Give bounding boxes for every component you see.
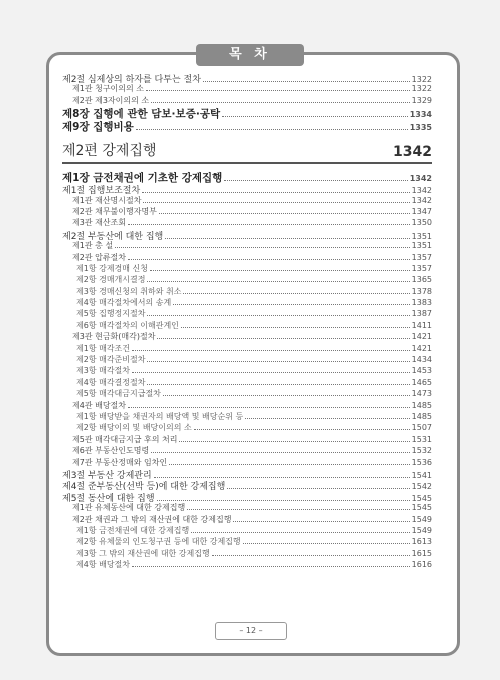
toc-entry-page: 1322 bbox=[411, 84, 432, 94]
dot-leader bbox=[157, 338, 409, 339]
toc-entry-page: 1485 bbox=[411, 411, 432, 421]
dot-leader bbox=[128, 224, 410, 225]
toc-entry-title: 제5항 집행정지절차 bbox=[76, 309, 146, 319]
toc-entry-page: 1507 bbox=[411, 423, 432, 433]
toc-entry bbox=[62, 320, 432, 331]
dot-leader bbox=[150, 270, 410, 271]
toc-entry-title: 제5절 동산에 대한 집행 bbox=[62, 493, 155, 503]
toc-entry-title: 제8장 집행에 관한 담보·보증·공탁 bbox=[62, 108, 221, 120]
toc-entry-page: 1347 bbox=[411, 206, 432, 216]
dot-leader bbox=[151, 102, 410, 103]
dot-leader bbox=[143, 202, 409, 203]
dot-leader bbox=[147, 361, 409, 362]
toc-entry-title: 제3항 매각절차 bbox=[76, 366, 131, 376]
toc-entry bbox=[62, 514, 432, 525]
dot-leader bbox=[212, 555, 410, 556]
toc-entry-page: 1411 bbox=[411, 320, 432, 330]
toc-entry bbox=[62, 354, 432, 365]
toc-entry-page: 1549 bbox=[411, 514, 432, 524]
toc-entry bbox=[62, 377, 432, 388]
toc-entry-page: 1365 bbox=[411, 275, 432, 285]
dot-leader bbox=[224, 180, 407, 181]
toc-entry-page: 1545 bbox=[411, 503, 432, 513]
dot-leader bbox=[245, 418, 409, 419]
toc-content bbox=[62, 72, 432, 570]
toc-entry bbox=[62, 119, 432, 132]
toc-main-list bbox=[62, 170, 432, 570]
toc-entry-title: 제6관 부동산인도명령 bbox=[72, 446, 150, 456]
toc-entry-title: 제2항 배당이의 및 배당이의의 소 bbox=[76, 423, 192, 433]
toc-entry-page: 1545 bbox=[411, 493, 432, 503]
dot-leader bbox=[147, 384, 409, 385]
toc-entry-title: 제2관 채무불이행자명부 bbox=[72, 206, 157, 216]
toc-entry-title: 제9장 집행비용 bbox=[62, 121, 134, 133]
toc-entry bbox=[62, 468, 432, 479]
toc-entry bbox=[62, 72, 432, 83]
part-page: 1342 bbox=[393, 144, 432, 161]
dot-leader bbox=[169, 464, 409, 465]
toc-entry-title: 제1항 금전채권에 대한 강제집행 bbox=[76, 525, 190, 535]
dot-leader bbox=[147, 315, 409, 316]
dot-leader bbox=[157, 500, 410, 501]
toc-entry bbox=[62, 106, 432, 119]
toc-entry bbox=[62, 343, 432, 354]
dot-leader bbox=[203, 81, 410, 82]
dot-leader bbox=[165, 238, 409, 239]
toc-entry-page: 1541 bbox=[411, 470, 432, 480]
toc-entry-title: 제2항 매각준비절차 bbox=[76, 355, 146, 365]
toc-entry bbox=[62, 308, 432, 319]
toc-entry bbox=[62, 297, 432, 308]
dot-leader bbox=[151, 452, 409, 453]
toc-header-tab: 목 차 bbox=[196, 44, 304, 66]
toc-entry-page: 1350 bbox=[411, 218, 432, 228]
toc-entry-title: 제1관 총 설 bbox=[72, 241, 114, 251]
toc-entry bbox=[62, 83, 432, 94]
toc-entry-page: 1342 bbox=[411, 186, 432, 195]
dot-leader bbox=[132, 566, 410, 567]
toc-entry-page: 1485 bbox=[411, 400, 432, 410]
dot-leader bbox=[128, 407, 410, 408]
toc-entry-page: 1473 bbox=[411, 389, 432, 399]
dot-leader bbox=[132, 372, 410, 373]
toc-entry-page: 1536 bbox=[411, 457, 432, 467]
toc-entry-title: 제2관 제3자이의의 소 bbox=[72, 95, 150, 105]
dot-leader bbox=[142, 192, 410, 193]
dot-leader bbox=[128, 259, 410, 260]
toc-entry-page: 1334 bbox=[409, 110, 432, 120]
toc-entry-page: 1357 bbox=[411, 252, 432, 262]
toc-entry-page: 1615 bbox=[411, 548, 432, 558]
toc-entry-title: 제2절 심제상의 하자를 다투는 절차 bbox=[62, 75, 201, 84]
toc-entry bbox=[62, 331, 432, 342]
toc-entry-title: 제3관 재산조회 bbox=[72, 218, 127, 228]
toc-entry bbox=[62, 240, 432, 251]
dot-leader bbox=[132, 350, 410, 351]
toc-entry-title: 제3항 경매신청의 취하와 취소 bbox=[76, 286, 182, 296]
toc-entry-title: 제1관 재산명시절차 bbox=[72, 195, 142, 205]
dot-leader bbox=[173, 304, 409, 305]
toc-entry-page: 1421 bbox=[411, 343, 432, 353]
dot-leader bbox=[179, 441, 409, 442]
toc-entry-page: 1465 bbox=[411, 377, 432, 387]
toc-entry-title: 제1항 배당받을 채권자의 배당액 및 배당순위 등 bbox=[76, 411, 244, 421]
toc-entry bbox=[62, 502, 432, 513]
dot-leader bbox=[154, 477, 410, 478]
toc-entry-title: 제3항 그 밖의 재산권에 대한 강제집행 bbox=[76, 548, 210, 558]
dot-leader bbox=[191, 532, 409, 533]
toc-entry-title: 제2절 부동산에 대한 집행 bbox=[62, 231, 164, 241]
toc-entry-title: 제5관 매각대금지급 후의 처리 bbox=[72, 434, 178, 444]
toc-entry-title: 제4항 배당절차 bbox=[76, 560, 131, 570]
toc-entry-title: 제1장 금전채권에 기초한 강제집행 bbox=[62, 172, 223, 184]
toc-entry-title: 제2항 경매개시결정 bbox=[76, 275, 146, 285]
dot-leader bbox=[227, 488, 409, 489]
toc-entry bbox=[62, 274, 432, 285]
toc-entry-page: 1542 bbox=[411, 482, 432, 491]
toc-entry-page: 1387 bbox=[411, 309, 432, 319]
toc-entry-page: 1434 bbox=[411, 355, 432, 365]
toc-entry bbox=[62, 422, 432, 433]
toc-entry-title: 제2항 유체물의 인도청구권 등에 대한 강제집행 bbox=[76, 537, 241, 547]
toc-entry bbox=[62, 95, 432, 106]
toc-entry-title: 제1항 매각조건 bbox=[76, 343, 131, 353]
toc-entry bbox=[62, 388, 432, 399]
toc-entry-page: 1421 bbox=[411, 332, 432, 342]
toc-entry bbox=[62, 229, 432, 240]
dot-leader bbox=[233, 521, 409, 522]
toc-entry-page: 1383 bbox=[411, 298, 432, 308]
dot-leader bbox=[222, 116, 408, 117]
toc-entry-page: 1531 bbox=[411, 434, 432, 444]
toc-entry-page: 1378 bbox=[411, 286, 432, 296]
toc-entry bbox=[62, 217, 432, 228]
dot-leader bbox=[181, 327, 410, 328]
part-title: 제2편 강제집행 bbox=[62, 143, 157, 160]
toc-entry bbox=[62, 263, 432, 274]
toc-entry-title: 제2관 압류절차 bbox=[72, 252, 127, 262]
toc-entry bbox=[62, 491, 432, 502]
toc-entry-page: 1322 bbox=[411, 75, 432, 84]
part-heading bbox=[62, 140, 432, 164]
toc-entry-title: 제1관 유체동산에 대한 강제집행 bbox=[72, 503, 186, 513]
toc-entry-title: 제4절 준부동산(선박 등)에 대한 강제집행 bbox=[62, 482, 226, 491]
toc-entry bbox=[62, 170, 432, 183]
toc-entry-title: 제1절 집행보조절차 bbox=[62, 186, 141, 195]
toc-entry-title: 제1관 청구이의의 소 bbox=[72, 84, 144, 94]
toc-entry-page: 1616 bbox=[411, 560, 432, 570]
toc-entry-title: 제2관 채권과 그 밖의 재산권에 대한 강제집행 bbox=[72, 514, 232, 524]
toc-entry-page: 1342 bbox=[409, 174, 432, 184]
toc-top-list bbox=[62, 72, 432, 132]
toc-entry-page: 1453 bbox=[411, 366, 432, 376]
dot-leader bbox=[183, 293, 409, 294]
toc-entry bbox=[62, 411, 432, 422]
dot-leader bbox=[243, 543, 410, 544]
toc-entry-page: 1357 bbox=[411, 263, 432, 273]
toc-entry-title: 제3관 현금화(매각)절차 bbox=[72, 332, 156, 342]
toc-entry bbox=[62, 183, 432, 194]
toc-entry-title: 제4항 매각절차에서의 송계 bbox=[76, 298, 172, 308]
toc-entry bbox=[62, 457, 432, 468]
toc-entry-page: 1351 bbox=[411, 241, 432, 251]
toc-entry bbox=[62, 365, 432, 376]
dot-leader bbox=[187, 509, 409, 510]
toc-entry-page: 1335 bbox=[409, 123, 432, 133]
toc-entry-title: 제6항 매각절차의 이해관계인 bbox=[76, 320, 179, 330]
toc-entry bbox=[62, 536, 432, 547]
toc-entry-page: 1549 bbox=[411, 525, 432, 535]
toc-entry-title: 제4항 매각결정절차 bbox=[76, 377, 146, 387]
toc-entry-title: 제1항 강제경매 신청 bbox=[76, 263, 148, 273]
dot-leader bbox=[194, 429, 410, 430]
toc-entry bbox=[62, 195, 432, 206]
dot-leader bbox=[163, 395, 410, 396]
toc-entry bbox=[62, 525, 432, 536]
toc-entry-page: 1342 bbox=[411, 195, 432, 205]
toc-entry bbox=[62, 434, 432, 445]
toc-entry bbox=[62, 548, 432, 559]
toc-entry bbox=[62, 445, 432, 456]
toc-entry-title: 제4관 배당절차 bbox=[72, 400, 127, 410]
toc-entry bbox=[62, 252, 432, 263]
toc-entry-page: 1351 bbox=[411, 231, 432, 241]
page-number: – 12 – bbox=[215, 622, 287, 640]
toc-entry bbox=[62, 286, 432, 297]
dot-leader bbox=[147, 281, 409, 282]
toc-entry-title: 제3절 부동산 강제관리 bbox=[62, 470, 152, 480]
toc-entry bbox=[62, 479, 432, 490]
toc-entry-page: 1532 bbox=[411, 446, 432, 456]
toc-entry-title: 제5항 매각대금지급절차 bbox=[76, 389, 161, 399]
dot-leader bbox=[159, 213, 410, 214]
dot-leader bbox=[136, 129, 408, 130]
toc-entry bbox=[62, 206, 432, 217]
toc-entry-page: 1329 bbox=[411, 95, 432, 105]
dot-leader bbox=[115, 247, 410, 248]
toc-entry-title: 제7관 부동산정매와 임차인 bbox=[72, 457, 168, 467]
toc-entry bbox=[62, 559, 432, 570]
toc-entry bbox=[62, 400, 432, 411]
dot-leader bbox=[146, 90, 410, 91]
toc-entry-page: 1613 bbox=[411, 537, 432, 547]
